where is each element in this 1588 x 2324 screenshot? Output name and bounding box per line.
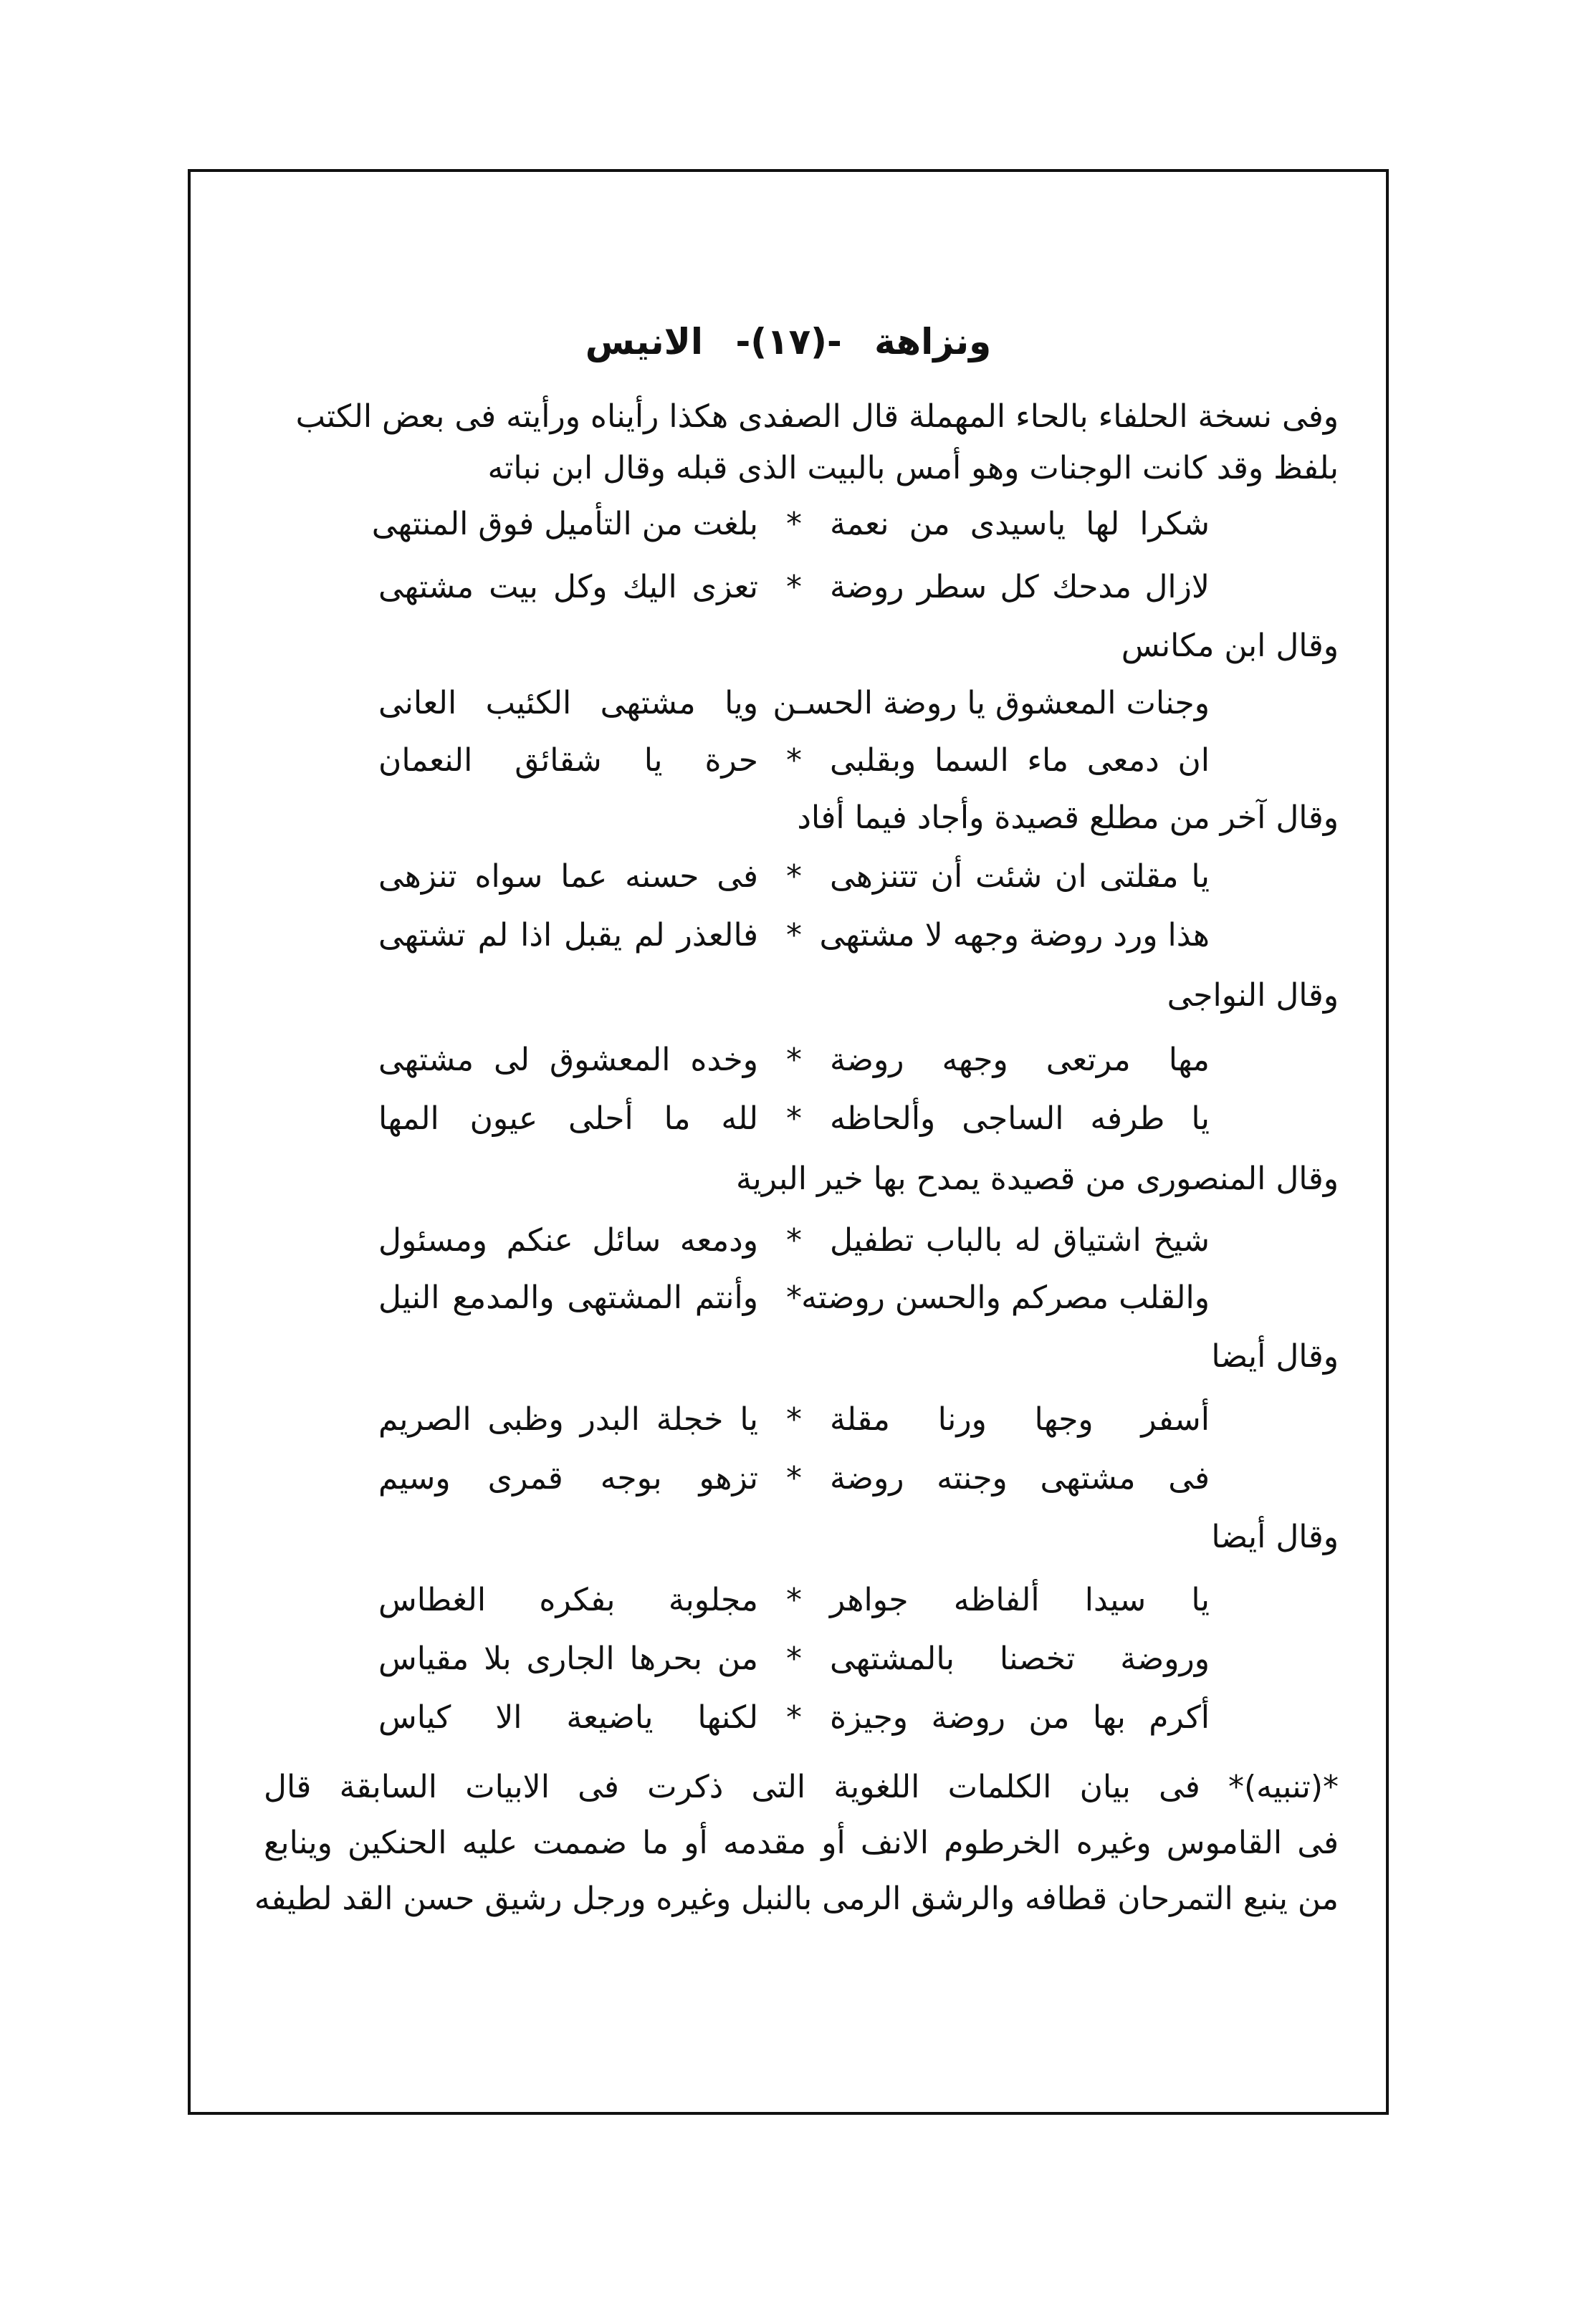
verse-line <box>364 858 1210 908</box>
second-hemistich: مجلوبة بفكره الغطاس <box>378 1582 758 1618</box>
verse-line <box>364 1100 1210 1151</box>
second-hemistich: وخده المعشوق لى مشتهى <box>378 1042 758 1078</box>
section-label: وقال النواجى <box>1167 977 1339 1014</box>
verse-separator: * <box>786 917 802 954</box>
note-line: فى القاموس وغيره الخرطوم الانف أو مقدمه أو ما ضممت عليه الحنكين وينابع <box>264 1825 1339 1861</box>
verse-separator: * <box>786 1582 802 1618</box>
second-hemistich: فالعذر لم يقبل اذا لم تشتهى <box>378 917 758 954</box>
verse-separator: * <box>786 1401 802 1438</box>
first-hemistich: يا مقلتى ان شئت أن تتنزهى <box>830 858 1210 895</box>
section-label: وقال آخر من مطلع قصيدة وأجاد فيما أفاد <box>797 800 1339 836</box>
verse-line <box>364 1641 1210 1691</box>
second-hemistich: حرة يا شقائق النعمان <box>378 742 758 779</box>
first-hemistich: وروضة تخصنا بالمشتهى <box>830 1641 1210 1677</box>
second-hemistich: ويا مشتهى الكئيب العانى <box>378 685 758 721</box>
second-hemistich: لله ما أحلى عيون المها <box>378 1100 758 1137</box>
verse-line <box>364 1042 1210 1092</box>
section-label: وقال ابن مكانس <box>1121 628 1339 664</box>
first-hemistich: ان دمعى ماء السما وبقلبى <box>830 742 1210 779</box>
verse-separator: * <box>786 1279 802 1316</box>
verse-line <box>364 1582 1210 1632</box>
first-hemistich: والقلب مصركم والحسن روضته <box>801 1279 1210 1316</box>
verse-line <box>364 1279 1210 1330</box>
verse-separator: * <box>786 1100 802 1137</box>
intro-line: بلفظ وقد كانت الوجنات وهو أمس بالبيت الذى قبله وقال ابن نباته <box>487 450 1339 486</box>
verse-line <box>364 1222 1210 1272</box>
first-hemistich: أكرم بها من روضة وجيزة <box>830 1699 1210 1736</box>
verse-line <box>364 569 1210 619</box>
first-hemistich: يا سيدا ألفاظه جواهر <box>830 1582 1210 1618</box>
second-hemistich: من بحرها الجارى بلا مقياس <box>378 1641 758 1677</box>
note-line: من ينبع التمرحان قطافه والرشق الرمى بالنبل وغيره ورجل رشيق حسن القد لطيفه <box>254 1881 1339 1917</box>
verse-line <box>364 1699 1210 1749</box>
second-hemistich: لكنها ياضيعة الا كياس <box>378 1699 758 1736</box>
page-number: -(١٧)- <box>735 321 842 362</box>
verse-line <box>364 685 1210 735</box>
verse-line <box>364 506 1210 556</box>
second-hemistich: فى حسنه عما سواه تنزهى <box>378 858 758 895</box>
note-paragraph <box>254 1759 1339 1927</box>
verse-separator: * <box>786 1222 802 1259</box>
verse-separator: * <box>786 506 802 542</box>
verse-separator: * <box>786 1460 802 1497</box>
first-hemistich: لازال مدحك كل سطر روضة <box>830 569 1210 605</box>
header-left: الانيس <box>585 321 704 362</box>
section-label: وقال أيضا <box>1211 1519 1339 1555</box>
verse-separator: * <box>786 1042 802 1078</box>
page-header <box>188 321 1389 362</box>
verse-line <box>364 742 1210 792</box>
first-hemistich: هذا ورد روضة وجهه لا مشتهى <box>819 917 1210 954</box>
first-hemistich: مها مرتعى وجهه روضة <box>830 1042 1210 1078</box>
verse-line <box>364 917 1210 967</box>
second-hemistich: تزهو بوجه قمرى وسيم <box>378 1460 758 1497</box>
first-hemistich: وجنات المعشوق يا روضة الحسـن <box>773 685 1210 721</box>
header-right: ونزاهة <box>874 321 992 362</box>
second-hemistich: بلغت من التأميل فوق المنتهى <box>371 506 758 542</box>
section-label: وقال المنصورى من قصيدة يمدح بها خير البرية <box>735 1161 1339 1197</box>
verse-separator: * <box>786 1641 802 1677</box>
first-hemistich: شكرا لها ياسيدى من نعمة <box>830 506 1210 542</box>
second-hemistich: يا خجلة البدر وظبى الصريم <box>378 1401 758 1438</box>
verse-separator: * <box>786 742 802 779</box>
first-hemistich: أسفر وجها ورنا مقلة <box>830 1401 1210 1438</box>
verse-line <box>364 1460 1210 1510</box>
section-label: وقال أيضا <box>1211 1338 1339 1375</box>
first-hemistich: يا طرفه الساجى وألحاظه <box>830 1100 1210 1137</box>
verse-separator: * <box>786 1699 802 1736</box>
verse-separator: * <box>786 569 802 605</box>
intro-line: وفى نسخة الحلفاء بالحاء المهملة قال الصفدى هكذا رأيناه ورأيته فى بعض الكتب <box>295 398 1339 435</box>
verse-line <box>364 1401 1210 1451</box>
second-hemistich: وأنتم المشتهى والمدمع النيل <box>378 1279 758 1316</box>
document-page <box>188 169 1389 2115</box>
first-hemistich: فى مشتهى وجنته روضة <box>830 1460 1210 1497</box>
second-hemistich: ودمعه سائل عنكم ومسئول <box>378 1222 758 1259</box>
first-hemistich: شيخ اشتياق له بالباب تطفيل <box>830 1222 1210 1259</box>
note-line: *(تنبيه)* فى بيان الكلمات اللغوية التى ذكرت فى الابيات السابقة قال <box>264 1769 1339 1805</box>
second-hemistich: تعزى اليك وكل بيت مشتهى <box>378 569 758 605</box>
verse-separator: * <box>786 858 802 895</box>
